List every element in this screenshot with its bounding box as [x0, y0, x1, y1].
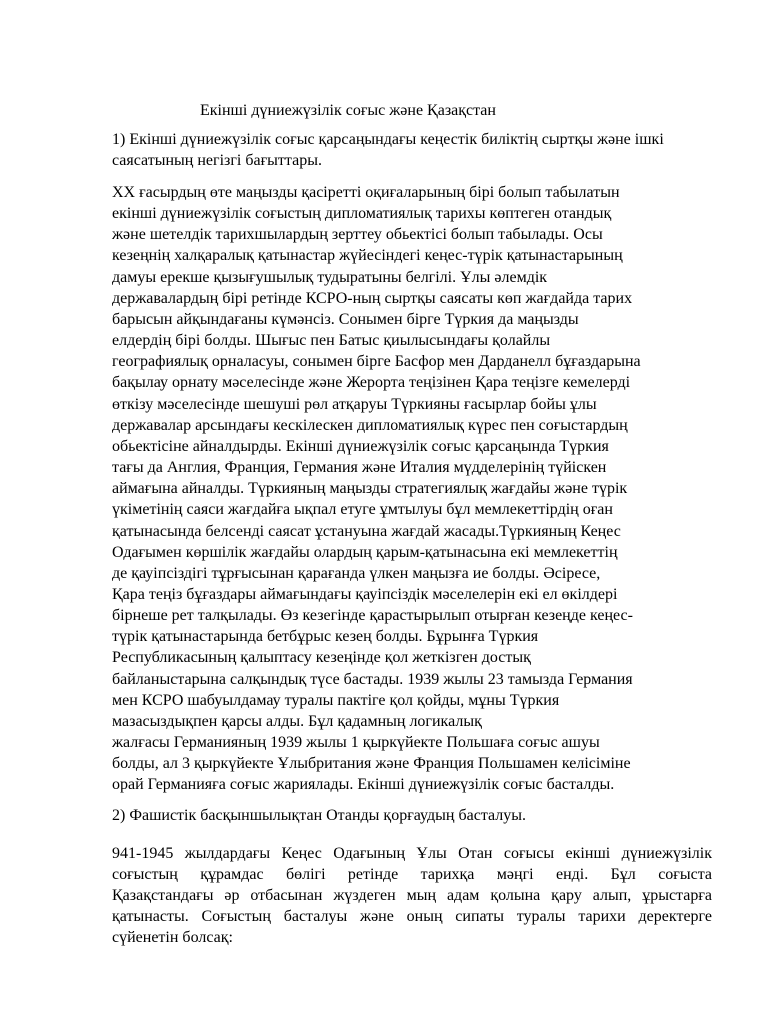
final-paragraph	[112, 843, 712, 948]
text-line: бірнеше рет талқылады. Өз кезегінде қарастырылып отырған кезеңде кеңес-	[112, 607, 633, 625]
text-line: 941-1945 жылдардағы Кеңес Одағының Ұлы Отан соғысы екінші дүниежүзілік	[112, 845, 712, 862]
text-line: мазасыздықпен қарсы алды. Бұл қадамның логикалық	[112, 712, 482, 730]
text-line: орай Германияға соғыс жариялады. Екінші дүниежүзілік соғыс басталды.	[112, 776, 615, 794]
text-line: Одағымен көршілік жағдайы олардың қарым-қатынасына екі мемлекеттің	[112, 543, 618, 561]
text-line: барысын айқындағаны күмәнсіз. Сонымен бірге Түркия да маңызды	[112, 310, 579, 328]
text-line: державалар арсындағы кескілескен дипломатиялық күрес пен соғыстардың	[112, 416, 628, 434]
text-line: аймағына айналды. Түркияның маңызды стратегиялық жағдайы және түрік	[112, 480, 628, 498]
section-heading-1: 1) Екінші дүниежүзілік соғыс қарсаңындағы кеңестік биліктің сыртқы және ішкі саясатының негізгі бағыттары.	[112, 131, 664, 169]
text-line: державалардың бірі ретінде КСРО-ның сыртқы саясаты көп жағдайда тарих	[112, 289, 633, 307]
text-line: бақылау орнату мәселесінде және Жерорта теңізінен Қара теңізге кемелерді	[112, 374, 631, 392]
text-line: үкіметінің саяси жағдайға ықпал етуге ұмтылуы бұл мемлекеттірдің оған	[112, 501, 613, 519]
text-line: Қара теңіз бұғаздары аймағындағы қауіпсіздік мәселелерін екі ел өкілдері	[112, 585, 618, 603]
text-line: және шетелдік тарихшылардың зерттеу обьектісі болып табылады. Осы	[112, 226, 603, 244]
text-line: қатынасында белсенді саясат ұстануына жағдай жасады.Түркияның Кеңес	[112, 522, 621, 540]
text-line: де қауіпсіздігі тұрғысынан қарағанда үлкен маңызға ие болды. Әсіресе,	[112, 564, 601, 582]
text-line: географиялық орналасуы, сонымен бірге Басфор мен Дарданелл бұғаздарына	[112, 353, 641, 371]
text-line: сүйенетін болсақ:	[112, 929, 233, 946]
text-line: обьектісіне айналдырды. Екінші дүниежүзілік соғыс қарсаңында Түркия	[112, 437, 609, 455]
text-line: түрік қатынастарында бетбұрыс кезең болды. Бұрынға Түркия	[112, 628, 539, 646]
text-line: болды, ал 3 қыркүйекте Ұлыбритания және Франция Польшамен келісіміне	[112, 755, 631, 773]
document-title: Екінші дүниежүзілік соғыс және Қазақстан	[200, 102, 496, 119]
text-line: кезеңнің халқаралық қатынастар жүйесіндегі кеңес-түрік қатынастарының	[112, 247, 623, 265]
text-line: мен КСРО шабуылдамау туралы пактіге қол қойды, мұны Түркия	[112, 691, 560, 709]
text-line: XX ғасырдың өте маңызды қасіретті оқиғаларының бірі болып табылатын	[112, 184, 620, 201]
text-line: дамуы ерекше қызығушылық тудыратыны белгілі. Ұлы әлемдік	[112, 268, 548, 286]
text-line: өткізу мәселесінде шешуші рөл атқаруы Түркияны ғасырлар бойы ұлы	[112, 395, 597, 413]
text-line: жалғасы Германияның 1939 жылы 1 қыркүйекте Польшаға соғыс ашуы	[112, 734, 600, 752]
text-line: соғыстың құрамдас бөлігі ретінде тарихқа мәңгі енді. Бұл соғыста	[112, 866, 712, 883]
text-line: тағы да Англия, Франция, Германия және Италия мүдделерінің түйіскен	[112, 459, 607, 477]
section-heading-2: 2) Фашистік басқыншылықтан Отанды қорғаудың басталуы.	[112, 807, 526, 824]
text-line: қатынасты. Соғыстың басталуы және оның сипаты туралы тарихи деректерге	[112, 908, 712, 925]
text-line: екінші дүниежүзілік соғыстың дипломатиялық тарихы көптеген отандық	[112, 205, 612, 223]
text-line: Республикасының қалыптасу кезеңінде қол жеткізген достық	[112, 649, 531, 667]
text-line: байланыстарына салқындық түсе бастады. 1939 жылы 23 тамызда Германия	[112, 670, 633, 688]
body-paragraph	[112, 182, 712, 796]
text-line: Қазақстандағы әр отбасынан жүздеген мың адам қолына қару алып, ұрыстарға	[112, 887, 712, 904]
text-line: елдердің бірі болды. Шығыс пен Батыс қиылысындағы қолайлы	[112, 332, 551, 350]
